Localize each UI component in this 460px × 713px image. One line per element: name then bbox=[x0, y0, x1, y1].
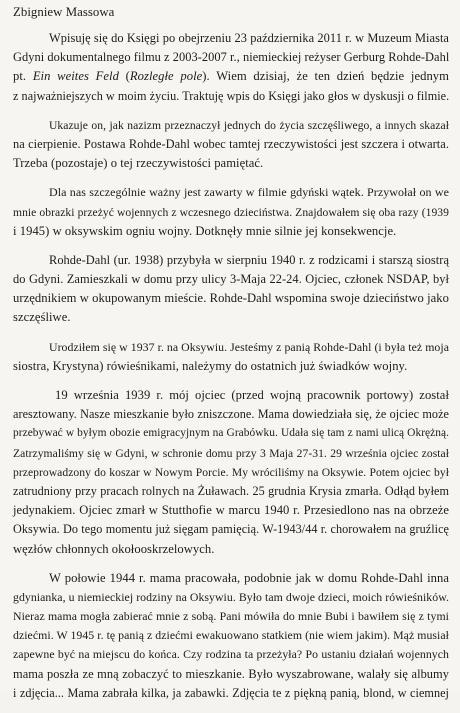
text-line: i 1945) w oksywskim ogniu wojny. Dotknęły mnie silnie jej konsekwencje. bbox=[13, 223, 397, 238]
text-line bbox=[13, 67, 449, 86]
text-line: przeprowadzony do koszar w Nowym Porcie. My wróciliśmy na Oksywie. Potem ojciec był bbox=[13, 465, 449, 479]
text-line: mnie obrazki przeżyć wojennych z wczesnego dzieciństwa. Znajdowałem się oba razy (1939 bbox=[13, 205, 449, 219]
paragraph bbox=[13, 29, 449, 106]
text-line: na cierpienie. Postawa Rohde-Dahl wobec tamtej rzeczywistości jest szczera i otwarta. bbox=[13, 136, 449, 151]
paragraph bbox=[13, 386, 449, 559]
text-line: mama poszła ze mną zobaczyć to mieszkanie. Było wyszabrowane, walały się albumy bbox=[13, 666, 449, 681]
text-line: przebywać w byłym obozie emigracyjnym na Grabówku. Udała się tam z nami ulicą Okrężną. bbox=[13, 427, 449, 440]
paragraph bbox=[13, 183, 449, 241]
text-line: Urodziłem się w 1937 r. na Oksywiu. Jesteśmy z panią Rohde-Dahl (i była też moja bbox=[49, 339, 449, 354]
text-line: do Gdyni. Zamieszkali w domu przy ulicy 3-Maja 22-24. Ojciec, członek NSDAP, był bbox=[13, 272, 449, 287]
text-fragment: ( bbox=[118, 69, 130, 84]
text-line: z najważniejszych w moim życiu. Traktuję wpis do Księgi jako głos w dyskusji o filmie. bbox=[13, 88, 450, 103]
text-line: urzędnikiem w okupowanym mieście. Rohde-Dahl wspomina swoje dzieciństwo jako bbox=[13, 291, 449, 306]
paragraph bbox=[13, 338, 449, 376]
text-line: Oksywia. Do tego momentu już sięgam pamięcią. W-1943/44 r. chorowałem na gruźlicę bbox=[13, 522, 449, 537]
film-title-italic: Rozległe pole bbox=[129, 69, 203, 84]
paragraph bbox=[13, 116, 449, 174]
text-line: Dla nas szczególnie ważny jest zawarty w filmie gdyński wątek. Przywołał on we bbox=[49, 185, 449, 200]
text-fragment: ). Wiem dzisiaj, że ten dzień będzie jednym bbox=[202, 69, 449, 84]
document-body bbox=[13, 29, 449, 713]
text-line: dziećmi. W 1945 r. tę panią z dziećmi ewakuowano statkiem (nie wiem jakim). Mąż musiał bbox=[13, 628, 449, 643]
text-line: zapewne być na miejscu do końca. Czy rodzina ta przeżyła? Po ustaniu działań wojennych bbox=[13, 647, 449, 662]
text-fragment: pt. bbox=[13, 69, 33, 84]
text-line: i zdjęcia... Mama zabrała kilka, ja zabawki. Zdjęcia te z piękną panią, blond, w ciemnej bbox=[13, 685, 449, 700]
text-line: jedynakiem. Ojciec zmarł w Stutthofie w marcu 1940 r. Przesiedlono nas na obrzeże bbox=[13, 503, 449, 518]
text-line: Nieraz mama mogła zabierać mnie z sobą. Pani mówiła do mnie Bubi i bawiłem się z tymi bbox=[13, 609, 449, 624]
text-line: Zatrzymaliśmy się w Gdyni, w schronie domu przy 3 Maja 27-31. 29 września ojciec został bbox=[13, 446, 449, 460]
text-line: W połowie 1944 r. mama pracowała, podobnie jak w domu Rohde-Dahl inna bbox=[49, 570, 449, 585]
text-line: aresztowany. Nasze mieszkanie było zniszczone. Mama dowiedziała się, że ojciec może bbox=[13, 407, 449, 422]
text-line: gdynianka, u niemieckiej rodziny na Oksywiu. Było tam dwoje dzieci, moich rówieśników. bbox=[13, 589, 449, 604]
text-line: zatrudniony przy pracach rolnych na Żuławach. 25 grudnia Krysia zmarła. Odłąd byłem bbox=[13, 483, 449, 498]
paragraph bbox=[13, 569, 449, 703]
text-line: 19 września 1939 r. mój ojciec (przed wojną pracownik portowy) został bbox=[55, 388, 449, 402]
text-line: szczęśliwe. bbox=[13, 310, 71, 325]
paragraph bbox=[13, 251, 449, 328]
author-name: Zbigniew Massowa bbox=[13, 5, 115, 19]
text-line: Ukazuje on, jak nazizm przeznaczył jednych do życia szczęśliwego, a innych skazał bbox=[49, 118, 449, 132]
text-line: Wpisuję się do Księgi po obejrzeniu 23 października 2011 r. w Muzeum Miasta bbox=[49, 31, 449, 45]
text-line: Gdyni dokumentalnego filmu z 2003-2007 r., niemieckiej reżyser Gerburg Rohde-Dahl bbox=[13, 50, 450, 65]
text-line: węzłów chłonnych okołooskrzelowych. bbox=[13, 541, 215, 556]
text-line: siostra, Krystyna) rówieśnikami, należymy do ostatnich już świadków wojny. bbox=[13, 358, 408, 373]
text-line: Rohde-Dahl (ur. 1938) przybyła w sierpniu 1940 r. z rodzicami i starszą siostrą bbox=[49, 252, 449, 267]
film-title-italic: Ein weites Feld bbox=[32, 69, 119, 84]
text-line: Trzeba (pozostaje) o tej rzeczywistości pamiętać. bbox=[13, 156, 264, 171]
